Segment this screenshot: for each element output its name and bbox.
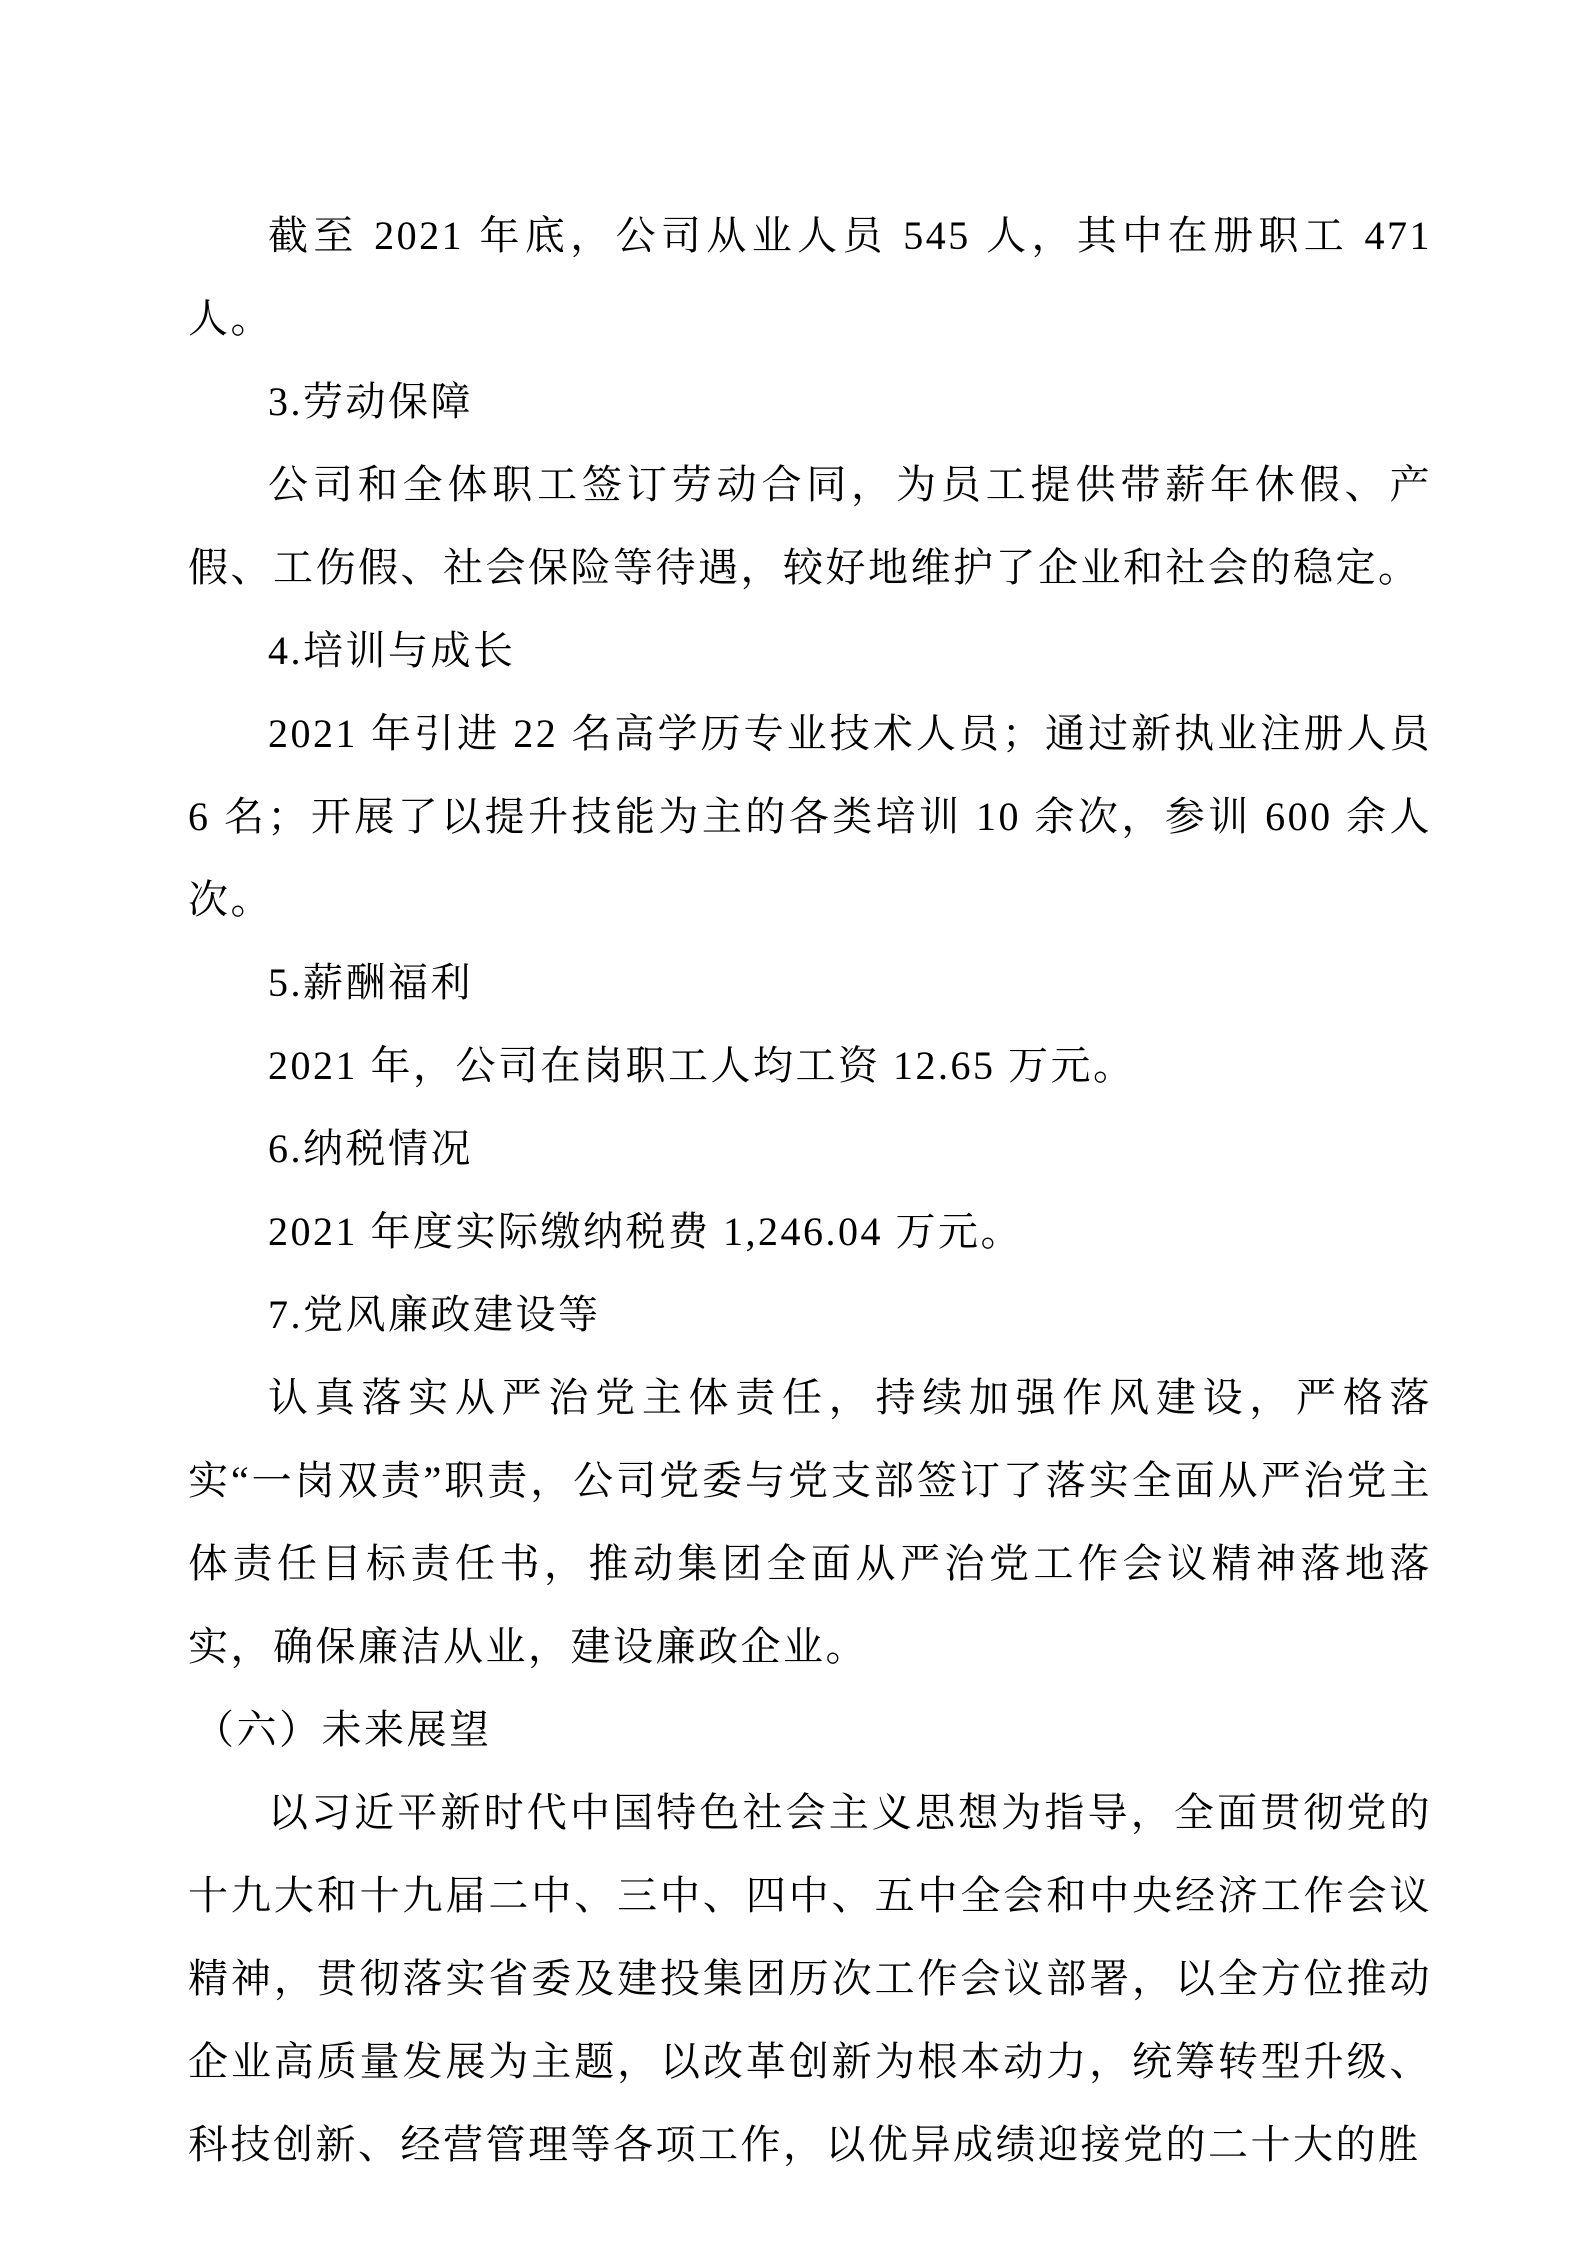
paragraph: 认真落实从严治党主体责任，持续加强作风建设，严格落实“一岗双责”职责，公司党委与党支部签订了落实全面从严治党主体责任目标责任书，推动集团全面从严治党工作会议精神落地落实，确保廉洁从业，建设廉政企业。 [188, 1375, 1432, 1669]
numbered-heading: 7.党风廉政建设等 [268, 1292, 601, 1337]
numbered-heading: 6.纳税情况 [268, 1126, 473, 1171]
paragraph: 以习近平新时代中国特色社会主义思想为指导，全面贯彻党的十九大和十九届二中、三中、四中、五中全会和中央经济工作会议精神，贯彻落实省委及建投集团历次工作会议部署，以全方位推动企业高质量发展为主题，以改革创新为根本动力，统筹转型升级、科技创新、经营管理等各项工作，以优异成绩迎接党的二十大的胜 [188, 1790, 1432, 2167]
numbered-heading: 5.薪酬福利 [268, 960, 473, 1005]
numbered-heading: 4.培训与成长 [268, 628, 516, 673]
section-heading: （六）未来展望 [194, 1707, 492, 1752]
paragraph: 2021 年引进 22 名高学历专业技术人员；通过新执业注册人员 6 名；开展了以提升技能为主的各类培训 10 余次，参训 600 余人次。 [188, 711, 1432, 922]
paragraph: 公司和全体职工签订劳动合同，为员工提供带薪年休假、产假、工伤假、社会保险等待遇，较好地维护了企业和社会的稳定。 [188, 462, 1432, 590]
document-body [188, 194, 1432, 2186]
numbered-heading: 3.劳动保障 [268, 379, 473, 424]
paragraph: 截至 2021 年底，公司从业人员 545 人，其中在册职工 471 人。 [188, 213, 1432, 341]
paragraph: 2021 年，公司在岗职工人均工资 12.65 万元。 [268, 1043, 1136, 1088]
paragraph: 2021 年度实际缴纳税费 1,246.04 万元。 [268, 1209, 1023, 1254]
